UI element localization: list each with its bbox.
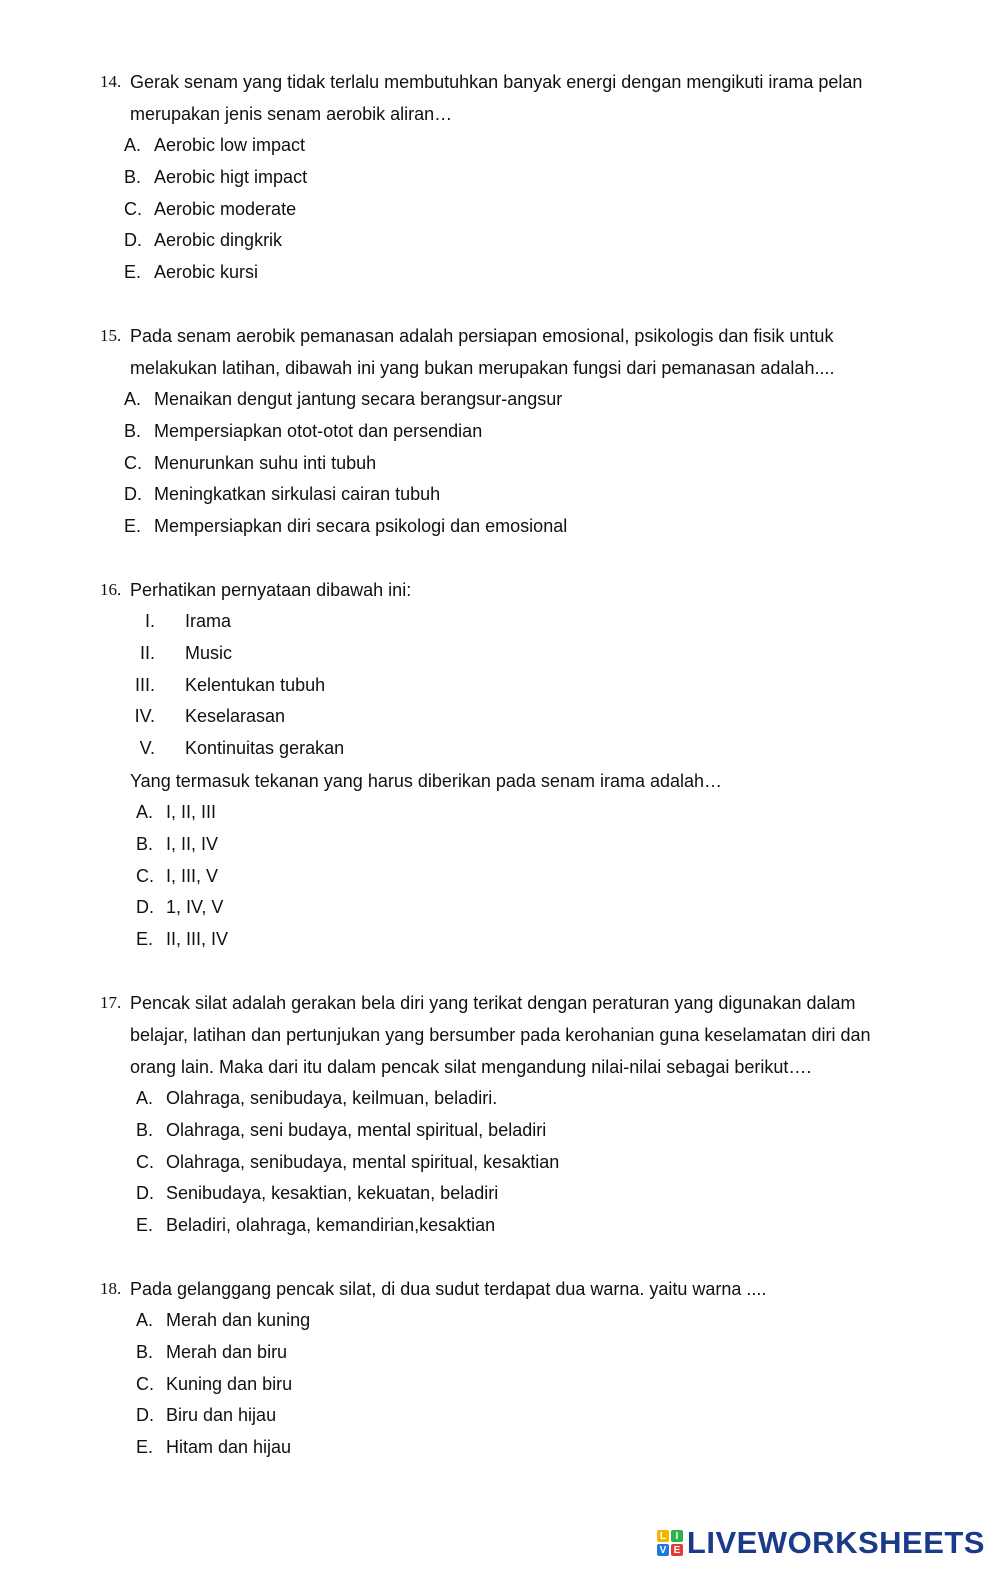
question-number: 18. xyxy=(100,1279,122,1298)
option-label: E. xyxy=(136,1215,154,1236)
question-16 xyxy=(100,574,905,956)
question-stem xyxy=(100,320,905,384)
option-text: Olahraga, seni budaya, mental spiritual, beladiri xyxy=(166,1119,547,1140)
liveworksheets-logo-icon xyxy=(657,1530,683,1556)
option-label: D. xyxy=(124,230,142,251)
options-list xyxy=(100,1305,905,1464)
option-label: A. xyxy=(124,389,142,409)
question-number: 17. xyxy=(100,993,122,1012)
option-b[interactable] xyxy=(100,416,905,448)
question-text-line: orang lain. Maka dari itu dalam pencak silat mengandung nilai-nilai sebagai berikut…. xyxy=(130,1057,812,1077)
question-15 xyxy=(100,320,905,543)
option-label: D. xyxy=(136,897,154,918)
option-label: C. xyxy=(124,198,142,219)
option-label: E. xyxy=(124,262,142,283)
option-label: A. xyxy=(124,135,142,155)
option-text: Aerobic low impact xyxy=(154,135,306,155)
option-text: Menurunkan suhu inti tubuh xyxy=(154,452,377,473)
option-label: B. xyxy=(136,1341,154,1362)
option-d[interactable] xyxy=(100,892,905,924)
option-e[interactable] xyxy=(100,257,905,289)
option-text: Olahraga, senibudaya, mental spiritual, kesaktian xyxy=(166,1151,560,1172)
option-c[interactable] xyxy=(100,448,905,480)
option-text: I, III, V xyxy=(166,865,219,886)
options-list xyxy=(100,384,905,543)
option-e[interactable] xyxy=(100,1210,905,1242)
options-list xyxy=(100,1083,905,1242)
option-c[interactable] xyxy=(100,194,905,226)
statement-item xyxy=(100,638,905,670)
option-label: C. xyxy=(124,452,142,473)
statement-label: III. xyxy=(134,674,155,695)
option-label: D. xyxy=(136,1405,154,1426)
statement-label: V. xyxy=(139,738,155,759)
option-label: A. xyxy=(136,1310,154,1330)
option-label: E. xyxy=(124,516,142,537)
question-text-line: Pada senam aerobik pemanasan adalah persiapan emosional, psikologis dan fisik untuk xyxy=(130,326,834,346)
option-text: I, II, IV xyxy=(166,833,219,854)
option-c[interactable] xyxy=(100,1369,905,1401)
option-text: 1, IV, V xyxy=(166,897,224,918)
statement-text: Irama xyxy=(185,611,232,631)
option-text: Kuning dan biru xyxy=(166,1373,293,1394)
option-d[interactable] xyxy=(100,479,905,511)
option-b[interactable] xyxy=(100,829,905,861)
option-text: Aerobic higt impact xyxy=(154,166,308,187)
option-a[interactable] xyxy=(100,130,905,162)
question-text-line: merupakan jenis senam aerobik aliran… xyxy=(130,104,453,124)
option-label: C. xyxy=(136,865,154,886)
question-stem xyxy=(100,66,905,130)
option-text: II, III, IV xyxy=(166,929,229,950)
option-label: B. xyxy=(124,166,142,187)
option-e[interactable] xyxy=(100,511,905,543)
statement-list xyxy=(100,606,905,765)
option-text: Menaikan dengut jantung secara berangsur-angsur xyxy=(154,389,563,409)
question-number: 15. xyxy=(100,326,122,345)
option-label: D. xyxy=(124,484,142,505)
logo-cell: V xyxy=(657,1544,669,1556)
option-b[interactable] xyxy=(100,1115,905,1147)
option-b[interactable] xyxy=(100,1337,905,1369)
option-a[interactable] xyxy=(100,1305,905,1337)
option-label: C. xyxy=(136,1373,154,1394)
option-text: Merah dan kuning xyxy=(166,1310,311,1330)
option-a[interactable] xyxy=(100,1083,905,1115)
option-e[interactable] xyxy=(100,924,905,956)
option-d[interactable] xyxy=(100,1400,905,1432)
option-text: Merah dan biru xyxy=(166,1341,288,1362)
option-c[interactable] xyxy=(100,861,905,893)
option-d[interactable] xyxy=(100,1178,905,1210)
question-stem xyxy=(100,1273,905,1305)
option-a[interactable] xyxy=(100,384,905,416)
liveworksheets-brand xyxy=(657,1523,985,1563)
option-text: Mempersiapkan diri secara psikologi dan emosional xyxy=(154,516,568,537)
option-text: Meningkatkan sirkulasi cairan tubuh xyxy=(154,484,441,505)
option-label: B. xyxy=(124,420,142,441)
logo-cell: E xyxy=(671,1544,683,1556)
question-number: 16. xyxy=(100,580,122,599)
statement-item xyxy=(100,733,905,765)
question-17 xyxy=(100,987,905,1242)
option-label: E. xyxy=(136,1437,154,1458)
option-label: A. xyxy=(136,801,154,822)
option-a[interactable] xyxy=(100,797,905,829)
statement-text: Music xyxy=(185,642,233,663)
brand-wordmark: LIVEWORKSHEETS xyxy=(686,1525,985,1560)
question-14 xyxy=(100,66,905,289)
question-stem xyxy=(100,574,905,606)
option-label: B. xyxy=(136,833,154,854)
option-label: E. xyxy=(136,929,154,950)
statement-label: IV. xyxy=(134,706,155,727)
option-text: Aerobic kursi xyxy=(154,262,259,283)
question-stem xyxy=(100,987,905,1083)
statement-label: II. xyxy=(139,642,155,663)
option-d[interactable] xyxy=(100,225,905,257)
option-text: Aerobic moderate xyxy=(154,198,297,219)
option-label: C. xyxy=(136,1151,154,1172)
question-18 xyxy=(100,1273,905,1464)
statement-text: Kontinuitas gerakan xyxy=(185,738,345,759)
option-b[interactable] xyxy=(100,162,905,194)
question-text-line: melakukan latihan, dibawah ini yang bukan merupakan fungsi dari pemanasan adalah.... xyxy=(130,358,835,378)
logo-cell: I xyxy=(671,1530,683,1542)
question-text-line: belajar, latihan dan pertunjukan yang bersumber pada kerohanian guna keselamatan diri dan xyxy=(130,1025,871,1045)
statement-text: Keselarasan xyxy=(185,706,286,727)
question-number: 14. xyxy=(100,72,122,91)
statement-label: I. xyxy=(144,611,155,631)
question-text-line: Perhatikan pernyataan dibawah ini: xyxy=(130,580,412,600)
option-text: Mempersiapkan otot-otot dan persendian xyxy=(154,420,483,441)
options-list xyxy=(100,130,905,289)
option-c[interactable] xyxy=(100,1147,905,1179)
option-text: Aerobic dingkrik xyxy=(154,230,283,251)
question-followup: Yang termasuk tekanan yang harus diberikan pada senam irama adalah… xyxy=(130,770,723,791)
logo-cell: L xyxy=(657,1530,669,1542)
statement-item xyxy=(100,670,905,702)
question-text-line: Pada gelanggang pencak silat, di dua sudut terdapat dua warna. yaitu warna .... xyxy=(130,1279,767,1299)
option-text: Senibudaya, kesaktian, kekuatan, beladiri xyxy=(166,1183,499,1204)
option-text: Olahraga, senibudaya, keilmuan, beladiri. xyxy=(166,1088,498,1108)
option-text: Beladiri, olahraga, kemandirian,kesaktian xyxy=(166,1215,496,1236)
option-text: Hitam dan hijau xyxy=(166,1437,292,1458)
option-text: I, II, III xyxy=(166,801,217,822)
statement-item xyxy=(100,606,905,638)
statement-item xyxy=(100,701,905,733)
statement-text: Kelentukan tubuh xyxy=(185,674,326,695)
option-label: A. xyxy=(136,1088,154,1108)
option-label: B. xyxy=(136,1119,154,1140)
options-list xyxy=(100,797,905,956)
question-text-line: Pencak silat adalah gerakan bela diri yang terikat dengan peraturan yang digunakan dalam xyxy=(130,993,856,1013)
question-text-line: Gerak senam yang tidak terlalu membutuhkan banyak energi dengan mengikuti irama pelan xyxy=(130,72,863,92)
option-label: D. xyxy=(136,1183,154,1204)
option-text: Biru dan hijau xyxy=(166,1405,277,1426)
option-e[interactable] xyxy=(100,1432,905,1464)
